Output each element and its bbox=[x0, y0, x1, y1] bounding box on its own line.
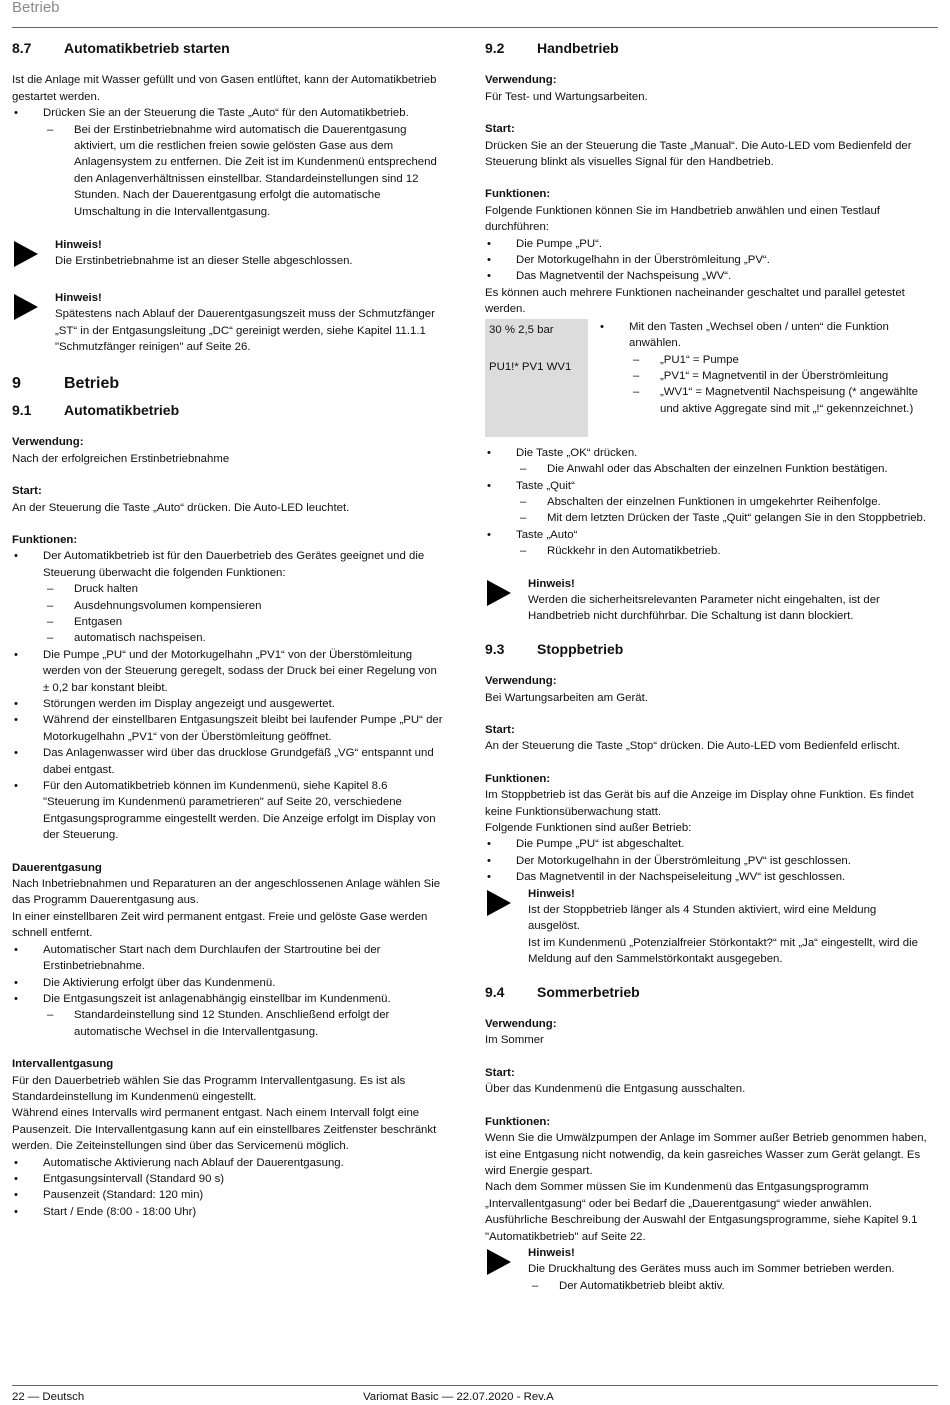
warning-arrow-icon bbox=[487, 1249, 511, 1275]
section-9-1-heading: 9.1 Automatikbetrieb bbox=[12, 401, 180, 418]
bullet-list bbox=[12, 105, 444, 220]
section-9-3-heading: 9.3 Stoppbetrieb bbox=[485, 640, 624, 657]
note-box: Hinweis! Werden die sicherheitsrelevanten Parameter nicht eingehalten, ist der Handbetrieb nicht durchführbar. Die Schaltung ist dann blockiert. bbox=[485, 576, 930, 625]
list-item: • Für den Automatikbetrieb können im Kundenmenü, siehe Kapitel 8.6 "Steuerung im Kundenmenü parametrieren" auf Seite 20, verschiedene Entgasungsprogramme eingestellt werden. Die Anzeige erfolgt im Display von der Steuerung. bbox=[12, 778, 444, 844]
section-9-heading: 9 Betrieb bbox=[12, 374, 120, 392]
running-header: Betrieb bbox=[12, 0, 60, 16]
section-9-2-heading: 9.2 Handbetrieb bbox=[485, 40, 619, 56]
display-screen: 30 % 2,5 bar PU1!* PV1 WV1 bbox=[485, 319, 588, 437]
section-9-4-heading: 9.4 Sommerbetrieb bbox=[485, 983, 640, 1000]
bullet-list: • Automatische Aktivierung nach Ablauf der Dauerentgasung. • Entgasungsintervall (Standard 90 s) • Pausenzeit (Standard: 120 min) • Start / Ende (8:00 - 18:00 Uhr) bbox=[12, 1155, 444, 1221]
list-item: • Drücken Sie an der Steuerung die Taste „Auto“ für den Automatikbetrieb. – Bei der Erstinbetriebnahme wird automatisch die Dauerentgasung aktiviert, um die restlichen freien sowie gelösten Gase aus dem Anlagensystem zu entfernen. Die Zeit ist im Kundenmenü entsprechend den Anlagenverhältnissen einstellbar. Standardeinstellungen sind 12 Stunden. Nach der Dauerentgasung erfolgt die automatische Umschaltung in die Intervallentgasung. bbox=[12, 105, 444, 220]
warning-arrow-icon bbox=[14, 294, 38, 320]
bullet-list: • Die Taste „OK“ drücken. – Die Anwahl oder das Abschalten der einzelnen Funktion bestätigen. • Taste „Quit“ – Abschalten der einzelnen Funktionen in umgekehrter Reihenfolge. – Mit dem letzten Drücken der Taste „Quit“ gelangen Sie in den Stoppbetrieb. • Taste „Auto“ – Rückkehr in den Automatikbetrieb. bbox=[485, 445, 930, 560]
warning-arrow-icon bbox=[487, 890, 511, 916]
note-box: Hinweis! Die Druckhaltung des Gerätes muss auch im Sommer betrieben werden. – Der Automatikbetrieb bleibt aktiv. bbox=[485, 1245, 930, 1294]
bullet-list: • Die Pumpe „PU“ ist abgeschaltet. • Der Motorkugelhahn in der Überströmleitung „PV“ ist geschlossen. • Das Magnetventil in der Nachspeiseleitung „WV“ ist geschlossen. bbox=[485, 836, 930, 885]
footer-page-number: 22 — Deutsch bbox=[12, 1391, 85, 1403]
bullet-list bbox=[12, 548, 444, 843]
bullet-list: • Automatischer Start nach dem Durchlaufen der Startroutine bei der Erstinbetriebnahme. • Die Aktivierung erfolgt über das Kundenmenü. • Die Entgasungszeit ist anlagenabhängig einstellbar im Kundenmenü. – Standardeinstellung sind 12 Stunden. Anschließend erfolgt der automatische Wechsel in die Intervallentgasung. bbox=[12, 942, 444, 1040]
display-example: 30 % 2,5 bar PU1!* PV1 WV1 • Mit den Tasten „Wechsel oben / unten“ die Funktion anwählen. – „PU1“ = Pumpe – „PV1“ = Magnetventil in der Überströmleitung – „WV1“ = Magnetventil Nachspeisung (* angewählte und aktive Aggregate sind mit „!“ gekennzeichnet.) bbox=[485, 319, 930, 437]
note-box: Hinweis! Spätestens nach Ablauf der Dauerentgasungszeit muss der Schmutzfänger „ST“ in der Entgasungsleitung „DC“ gereinigt werden, siehe Kapitel 11.1.1 "Schmutzfänger reinigen" auf Seite 26. bbox=[12, 290, 444, 356]
list-item: • Das Anlagenwasser wird über das drucklose Grundgefäß „VG“ entspannt und dabei entgast. bbox=[12, 745, 444, 778]
right-column: 9.2 Handbetrieb Verwendung: Für Test- und Wartungsarbeiten. Start: Drücken Sie an der Steuerung die Taste „Manual“. Die Auto-LED vom Bedienfeld der Steuerung blinkt als visuelles Signal für den Handbetrieb. Funktionen: Folgende Funktionen können Sie im Handbetrieb anwählen und einen Testlauf durchführen: • Die Pumpe „PU“. • Der Motorkugelhahn in der Überströmleitung „PV“. • Das Magnetventil der Nachspeisung „WV“. Es können auch mehrere Funktionen nacheinander geschaltet und parallel getestet werden. 30 % 2,5 bar PU1!* PV1 WV1 • Mit den Tasten „Wechsel oben / unten“ die Funktion anwählen. – „PU1“ = Pumpe – „PV1“ = Magnetventil in der Überströmleitung – „WV1“ = Magnetventil Nachspeisung (* angewählte und aktive Aggregate sind mit „!“ gekennzeichnet.) • Die Taste „OK“ drücken. – Die Anwahl oder das Abschalten der einzelnen Funktion bestätigen. • Taste „Quit“ – Abschalten der einzelnen Funktionen in umgekehrter Reihenfolge. – Mit dem letzten Drücken der Taste „Quit“ gelangen Sie in den Stoppbetrieb. • Taste „Auto“ – Rückkehr in den Automatikbetrieb. Hinweis! Werden die sicherheitsrelevanten Parameter nicht eingehalten, ist der Handbetrieb nicht durchführbar. Die Schaltung ist dann blockiert. 9.3 Stoppbetrieb Verwendung: Bei Wartungsarbeiten am Gerät. Start: An der Steuerung die Taste „Stop“ drücken. Die Auto-LED vom Bedienfeld erlischt. Funktionen: Im Stoppbetrieb ist das Gerät bis auf die Anzeige im Display ohne Funktion. Es findet keine Funktionsüberwachung statt. Folgende Funktionen sind außer Betrieb: • Die Pumpe „PU“ ist abgeschaltet. • Der Motorkugelhahn in der Überströmleitung „PV“ ist geschlossen. • Das Magnetventil in der Nachspeiseleitung „WV“ ist geschlossen. Hinweis! Ist der Stoppbetrieb länger als 4 Stunden aktiviert, wird eine Meldung ausgelöst. Ist im Kundenmenü „Potenzialfreier Störkontakt?“ mit „Ja“ eingestellt, wird die Meldung auf den Sammelstörkontakt ausgegeben. 9.4 Sommerbetrieb Verwendung: Im Sommer Start: Über das Kundenmenü die Entgasung ausschalten. Funktionen: Wenn Sie die Umwälzpumpen der Anlage im Sommer außer Betrieb genommen haben, ist eine Entgasung nicht notwendig, da kein gasreiches Wasser zum Gerät gelangt. Es wird Energie gespart. Nach dem Sommer müssen Sie im Kundenmenü das Entgasungsprogramm „Intervallentgasung“ oder bei Bedarf die „Dauerentgasung“ wieder anwählen. Ausführliche Beschreibung der Auswahl der Entgasungsprogramme, siehe Kapitel 9.1 "Automatikbetrieb" auf Seite 22. Hinweis! Die Druckhaltung des Gerätes muss auch im Sommer betrieben werden. – Der Automatikbetrieb bleibt aktiv. bbox=[485, 40, 930, 1294]
list-item: • Während der einstellbaren Entgasungszeit bleibt bei laufender Pumpe „PU“ der Motorkugelhahn „PV1“ von der Überstömleitung geöffnet. bbox=[12, 712, 444, 745]
footer-document-info: Variomat Basic — 22.07.2020 - Rev.A bbox=[363, 1391, 554, 1403]
list-item: • Störungen werden im Display angezeigt und ausgewertet. bbox=[12, 696, 444, 712]
footer-rule bbox=[12, 1385, 938, 1386]
list-item: • Der Automatikbetrieb ist für den Dauerbetrieb des Gerätes geeignet und die Steuerung überwacht die folgenden Funktionen: – Druck halten – Ausdehnungsvolumen kompensieren – Entgasen – automatisch nachspeisen. bbox=[12, 548, 444, 646]
section-8-7-heading: 8.7 Automatikbetrieb starten bbox=[12, 40, 230, 56]
list-item: • Die Pumpe „PU“ und der Motorkugelhahn „PV1“ von der Überstömleitung werden von der Steuerung geregelt, sodass der Druck bei einer Regelung von ± 0,2 bar konstant bleibt. bbox=[12, 647, 444, 696]
bullet-list: • Die Pumpe „PU“. • Der Motorkugelhahn in der Überströmleitung „PV“. • Das Magnetventil der Nachspeisung „WV“. bbox=[485, 236, 930, 285]
warning-arrow-icon bbox=[14, 241, 38, 267]
paragraph: Ist die Anlage mit Wasser gefüllt und von Gasen entlüftet, kann der Automatikbetrieb gestartet werden. bbox=[12, 74, 437, 103]
note-box: Hinweis! Ist der Stoppbetrieb länger als 4 Stunden aktiviert, wird eine Meldung ausgelöst. Ist im Kundenmenü „Potenzialfreier Störkontakt?“ mit „Ja“ eingestellt, wird die Meldung auf den Sammelstörkontakt ausgegeben. bbox=[485, 886, 930, 968]
left-column: 8.7 Automatikbetrieb starten Ist die Anlage mit Wasser gefüllt und von Gasen entlüftet, kann der Automatikbetrieb gestartet werden. • Drücken Sie an der Steuerung die Taste „Auto“ für den Automatikbetrieb. – Bei der Erstinbetriebnahme wird automatisch die Dauerentgasung aktiviert, um die restlichen freien sowie gelösten Gase aus dem Anlagensystem zu entfernen. Die Zeit ist im Kundenmenü entsprechend den Anlagenverhältnissen einstellbar. Standardeinstellungen sind 12 Stunden. Nach der Dauerentgasung erfolgt die automatische Umschaltung in die Intervallentgasung. Hinweis! Die Erstinbetriebnahme ist an dieser Stelle abgeschlossen. Hinweis! Spätestens nach Ablauf der Dauerentgasungszeit muss der Schmutzfänger „ST“ in der Entgasungsleitung „DC“ gereinigt werden, siehe Kapitel 11.1.1 "Schmutzfänger reinigen" auf Seite 26. 9 Betrieb 9.1 Automatikbetrieb Verwendung: Nach der erfolgreichen Erstinbetriebnahme Start: An der Steuerung die Taste „Auto“ drücken. Die Auto-LED leuchtet. Funktionen: • Der Automatikbetrieb ist für den Dauerbetrieb des Gerätes geeignet und die Steuerung überwacht die folgenden Funktionen: – Druck halten – Ausdehnungsvolumen kompensieren – Entgasen – automatisch nachspeisen. • Die Pumpe „PU“ und der Motorkugelhahn „PV1“ von der Überstömleitung werden von der Steuerung geregelt, sodass der Druck bei einer Regelung von ± 0,2 bar konstant bleibt. • Störungen werden im Display angezeigt und ausgewertet. • Während der einstellbaren Entgasungszeit bleibt bei laufender Pumpe „PU“ der Motorkugelhahn „PV1“ von der Überstömleitung geöffnet. • Das Anlagenwasser wird über das drucklose Grundgefäß „VG“ entspannt und dabei entgast. • Für den Automatikbetrieb können im Kundenmenü, siehe Kapitel 8.6 "Steuerung im Kundenmenü parametrieren" auf Seite 20, verschiedene Entgasungsprogramme eingestellt werden. Die Anzeige erfolgt im Display von der Steuerung. Dauerentgasung Nach Inbetriebnahmen und Reparaturen an der angeschlossenen Anlage wählen Sie das Programm Dauerentgasung aus. In einer einstellbaren Zeit wird permanent entgast. Freie und gelöste Gase werden schnell entfernt. • Automatischer Start nach dem Durchlaufen der Startroutine bei der Erstinbetriebnahme. • Die Aktivierung erfolgt über das Kundenmenü. • Die Entgasungszeit ist anlagenabhängig einstellbar im Kundenmenü. – Standardeinstellung sind 12 Stunden. Anschließend erfolgt der automatische Wechsel in die Intervallentgasung. Intervallentgasung Für den Dauerbetrieb wählen Sie das Programm Intervallentgasung. Es ist als Standardeinstellung im Kundenmenü eingestellt. Während eines Intervalls wird permanent entgast. Nach einem Intervall folgt eine Pausenzeit. Die Intervallentgasung kann auf ein einstellbares Zeitfenster beschränkt werden. Die Zeiteinstellungen sind über das Servicemenü möglich. • Automatische Aktivierung nach Ablauf der Dauerentgasung. • Entgasungsintervall (Standard 90 s) • Pausenzeit (Standard: 120 min) • Start / Ende (8:00 - 18:00 Uhr) bbox=[12, 40, 444, 1220]
list-item: – Bei der Erstinbetriebnahme wird automatisch die Dauerentgasung aktiviert, um die restlichen freien sowie gelösten Gase aus dem Anlagensystem zu entfernen. Die Zeit ist im Kundenmenü entsprechend den Anlagenverhältnissen einstellbar. Standardeinstellungen sind 12 Stunden. Nach der Dauerentgasung erfolgt die automatische Umschaltung in die Intervallentgasung. bbox=[43, 122, 444, 220]
note-box: Hinweis! Die Erstinbetriebnahme ist an dieser Stelle abgeschlossen. bbox=[12, 237, 444, 270]
header-rule bbox=[12, 27, 938, 28]
warning-arrow-icon bbox=[487, 580, 511, 606]
